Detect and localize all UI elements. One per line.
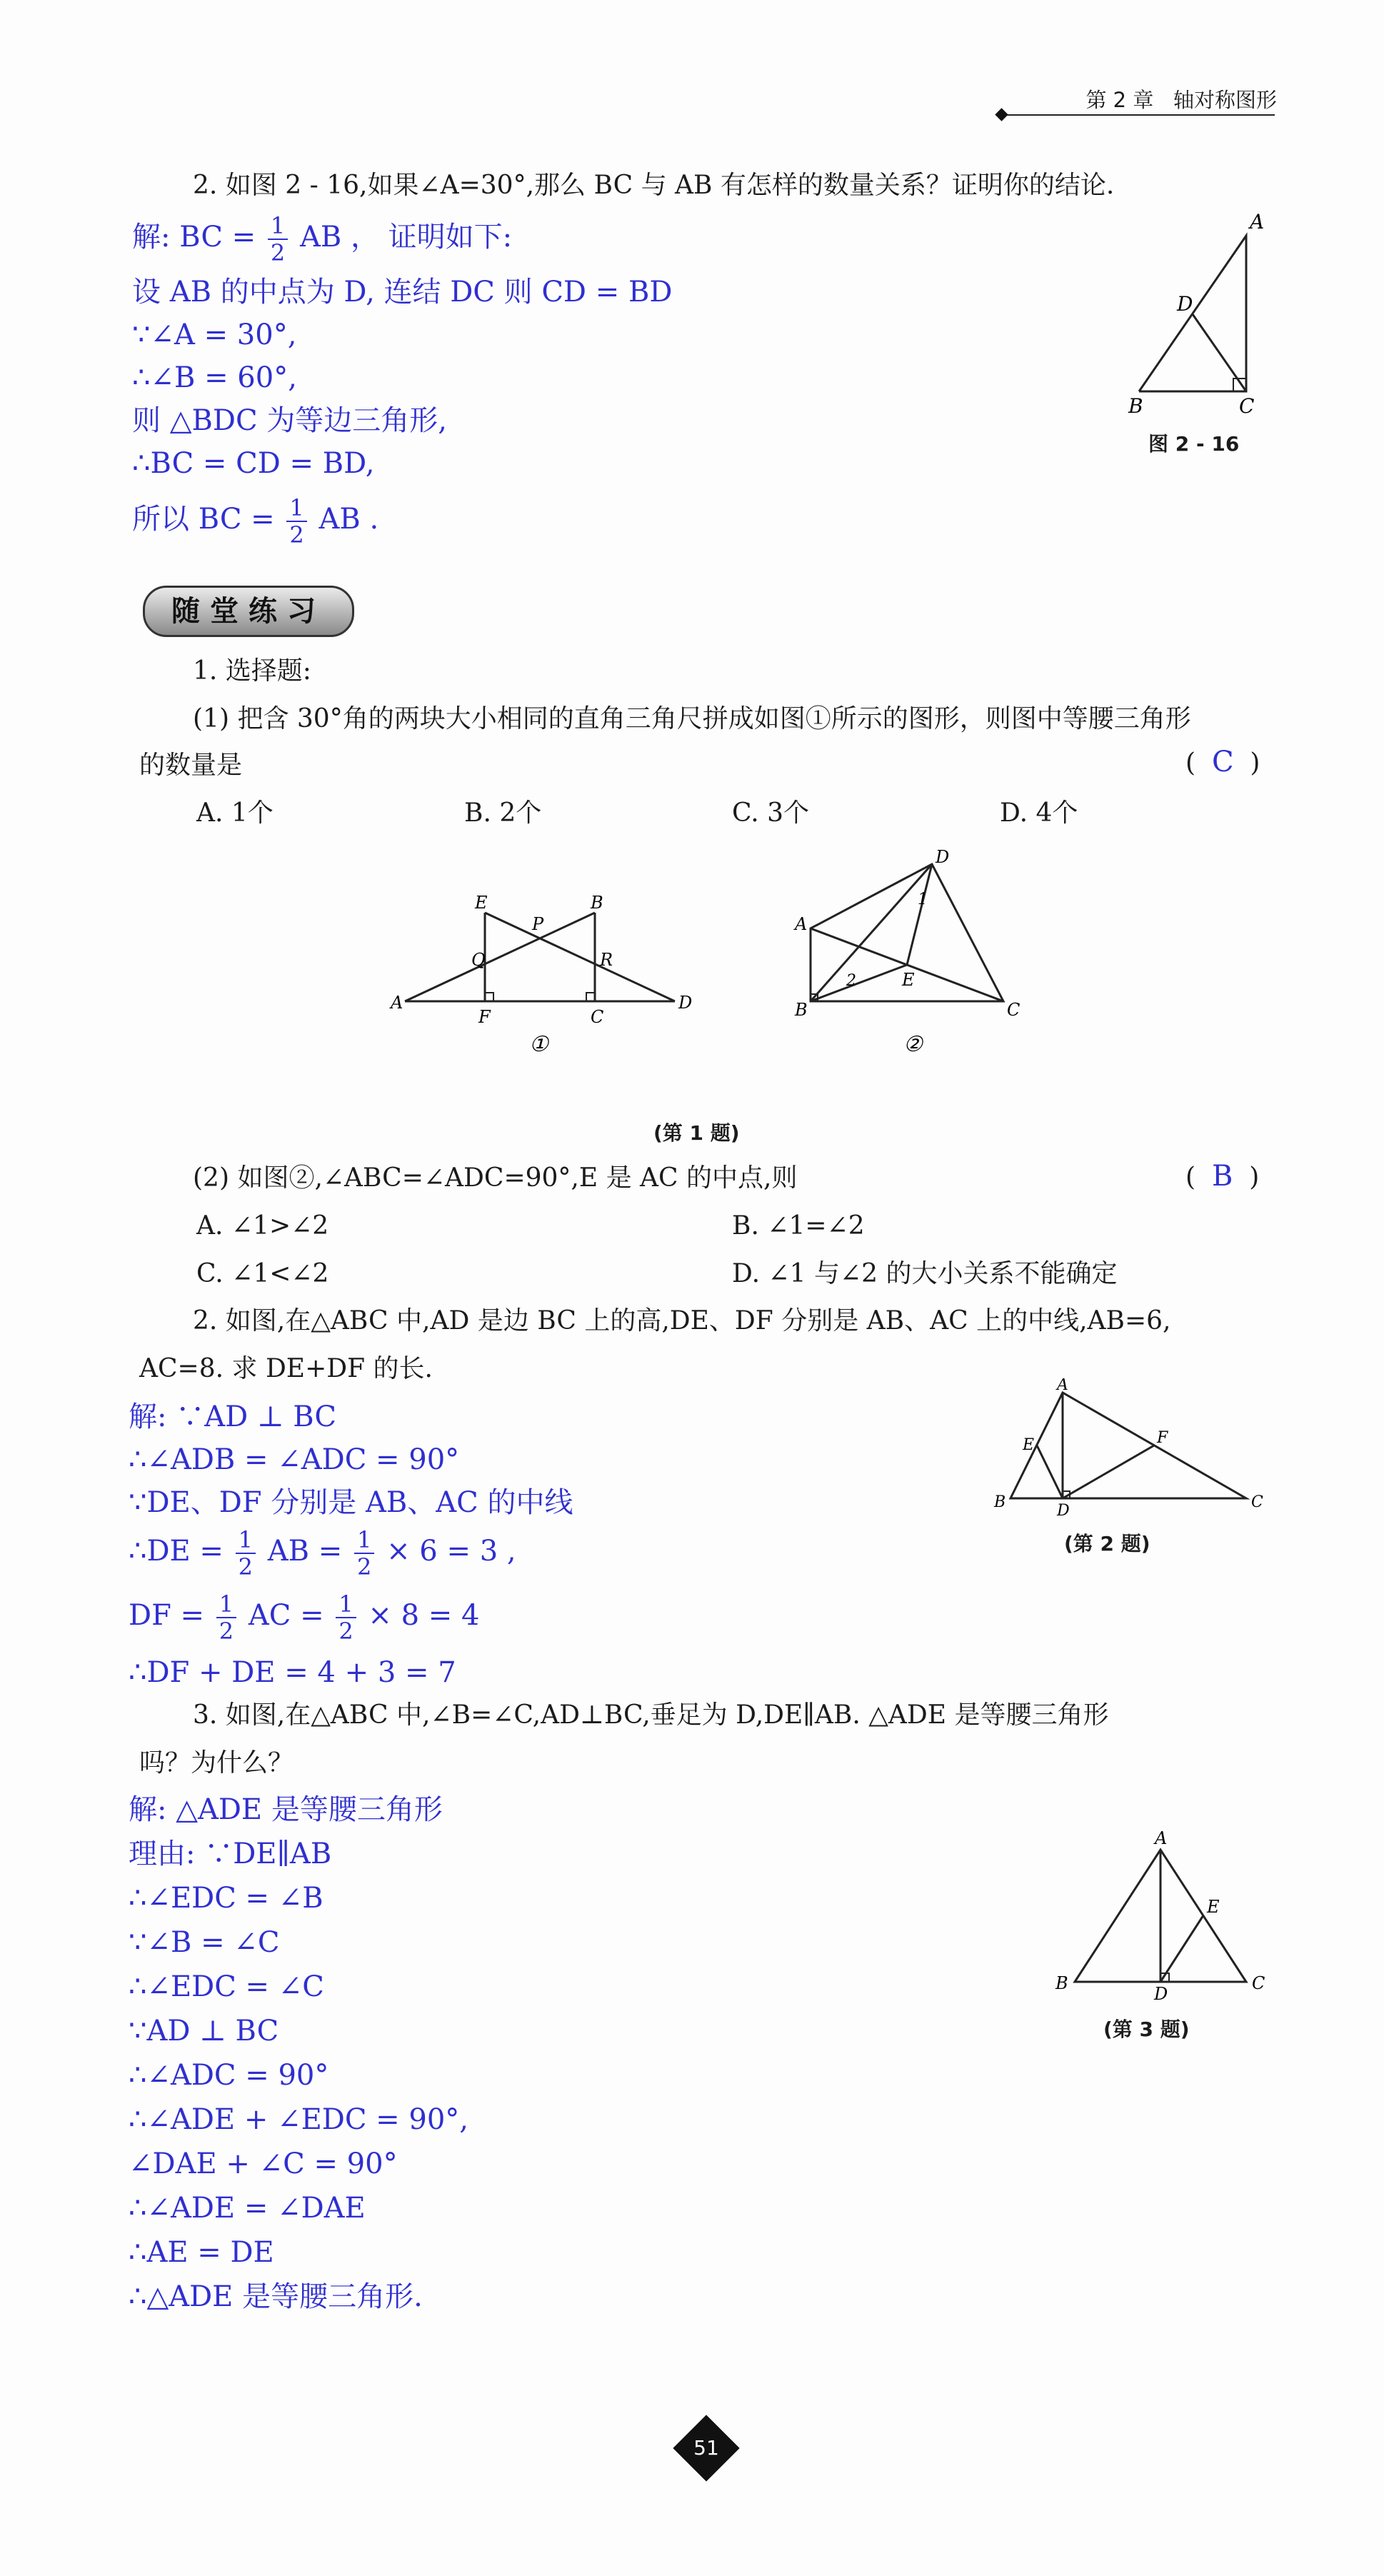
- fraction-one-half: [216, 1590, 236, 1645]
- denominator: 2: [289, 521, 304, 548]
- ex2-answer-de: [129, 1528, 516, 1578]
- figure-ex2-caption: (第 2 题): [1064, 1532, 1150, 1555]
- option-a: A. 1个: [196, 798, 274, 828]
- p2-option-b: B. ∠1=∠2: [732, 1211, 865, 1241]
- numerator: 1: [236, 1528, 256, 1554]
- ex1-title: 1. 选择题:: [193, 656, 311, 686]
- answer-text: 解: BC =: [132, 221, 256, 254]
- label-b: B: [994, 1493, 1006, 1511]
- answer-text: AB ， 证明如下:: [299, 221, 513, 254]
- label-a: A: [1057, 1378, 1068, 1394]
- numerator: 1: [354, 1528, 374, 1554]
- answer-text: × 8 = 4: [368, 1599, 480, 1632]
- ex2-question-line2: AC=8. 求 DE+DF 的长.: [139, 1354, 433, 1383]
- answer-text: × 6 = 3 ,: [386, 1535, 516, 1568]
- label-e: E: [1207, 1897, 1220, 1917]
- ex2-question-line1: 2. 如图,在△ABC 中,AD 是边 BC 上的高,DE、DF 分别是 AB、AC 上的中线,AB=6,: [193, 1306, 1171, 1335]
- label-f: F: [478, 1007, 491, 1027]
- label-a: A: [1155, 1828, 1168, 1848]
- q2-16-answer-last: [132, 496, 378, 546]
- fraction-one-half: [236, 1528, 256, 1578]
- ex2-answer-line: ∴DF + DE = 4 + 3 = 7: [129, 1656, 456, 1689]
- label-a: A: [795, 914, 808, 934]
- label-b: B: [591, 893, 603, 913]
- ex1-p1-line1: (1) 把含 30°角的两块大小相同的直角三角尺拼成如图①所示的图形，则图中等腰三角形: [193, 704, 1191, 733]
- label-a: A: [391, 993, 403, 1013]
- header-diamond-icon: [995, 108, 1008, 121]
- label-e: E: [902, 970, 915, 990]
- label-d: D: [678, 993, 693, 1013]
- ex2-answer-line: ∵DE、DF 分别是 AB、AC 的中线: [129, 1486, 573, 1519]
- page-header: [1085, 84, 1277, 114]
- header-rule: [1003, 114, 1275, 116]
- q2-16-question: 2. 如图 2 - 16,如果∠A=30°,那么 BC 与 AB 有怎样的数量关系？证明你的结论.: [193, 171, 1115, 200]
- triangle-abc: [1011, 1393, 1246, 1498]
- angle-2-label: 2: [846, 972, 856, 990]
- section-banner-text: 随堂练习: [171, 595, 326, 628]
- option-c: C. 3个: [732, 798, 810, 828]
- ex1-p1-line2: 的数量是: [139, 751, 243, 780]
- denominator: 2: [270, 239, 286, 266]
- label-a: A: [1250, 210, 1264, 234]
- ex1-p2-line: (2) 如图②,∠ABC=∠ADC=90°,E 是 AC 的中点,则: [193, 1163, 798, 1193]
- ex3-answer-line: ∴∠ADE = ∠DAE: [129, 2192, 366, 2225]
- answer-text: AB =: [267, 1535, 343, 1568]
- chapter-label: 第 2 章: [1085, 88, 1154, 112]
- figure-2-16-caption: 图 2 - 16: [1148, 432, 1240, 456]
- label-c: C: [1239, 394, 1255, 418]
- segment-dc: [1193, 314, 1246, 391]
- label-d: D: [1057, 1502, 1070, 1520]
- q2-16-line: ∴BC = CD = BD,: [132, 447, 375, 480]
- ex3-answer-line: 理由: ∵DE∥AB: [129, 1838, 332, 1870]
- label-e: E: [475, 893, 488, 913]
- label-d: D: [1177, 292, 1193, 316]
- segment-be: [811, 965, 907, 1001]
- denominator: 2: [339, 1618, 353, 1645]
- q2-16-line: 设 AB 的中点为 D, 连结 DC 则 CD = BD: [132, 276, 673, 309]
- label-d: D: [936, 850, 950, 867]
- fraction-one-half: [354, 1528, 374, 1578]
- right-angle-mark: [586, 993, 595, 1001]
- answer-text: DF =: [129, 1599, 205, 1632]
- ex3-answer-line: ∵∠B = ∠C: [129, 1926, 280, 1959]
- ex1-p1-answer-bracket: ( C ): [1185, 746, 1260, 778]
- option-d: D. 4个: [1000, 798, 1078, 828]
- denominator: 2: [238, 1553, 254, 1580]
- label-b: B: [795, 1000, 808, 1020]
- label-r: R: [600, 950, 613, 970]
- page-number: 51: [693, 2436, 719, 2460]
- answer-text: 所以 BC =: [132, 503, 275, 536]
- q2-16-line: 则 △BDC 为等边三角形,: [132, 404, 447, 437]
- option-b: B. 2个: [464, 798, 542, 828]
- ex3-answer-line: ∴△ADE 是等腰三角形.: [129, 2280, 423, 2313]
- fraction-one-half: [336, 1590, 356, 1645]
- ex2-answer-line: ∴∠ADB = ∠ADC = 90°: [129, 1443, 460, 1476]
- figure-number: ②: [903, 1032, 923, 1057]
- label-c: C: [1252, 1973, 1265, 1993]
- figure-number: ①: [529, 1032, 548, 1057]
- figure-ex3-caption: (第 3 题): [1103, 2018, 1190, 2041]
- numerator: 1: [268, 214, 288, 240]
- median-df: [1063, 1445, 1154, 1498]
- chapter-title: 轴对称图形: [1173, 88, 1277, 112]
- fraction-one-half: [268, 214, 288, 264]
- label-c: C: [1251, 1493, 1263, 1511]
- figure-2: [789, 850, 1025, 1057]
- label-b: B: [1128, 394, 1143, 418]
- ex1-p2-answer-bracket: ( B ): [1185, 1160, 1260, 1193]
- fraction-one-half: [286, 496, 306, 546]
- ex3-answer-line: ∠DAE + ∠C = 90°: [129, 2147, 398, 2180]
- ex2-answer-line: 解: ∵AD ⊥ BC: [129, 1400, 336, 1433]
- q2-16-line: ∵∠A = 30°,: [132, 319, 297, 351]
- label-p: P: [532, 914, 544, 934]
- median-de: [1037, 1445, 1063, 1498]
- label-c: C: [591, 1007, 604, 1027]
- segment-de: [1160, 1915, 1203, 1982]
- ex3-question-line1: 3. 如图,在△ABC 中,∠B=∠C,AD⊥BC,垂足为 D,DE∥AB. △ADE 是等腰三角形: [193, 1700, 1109, 1730]
- ex3-answer-line: ∴∠EDC = ∠B: [129, 1882, 324, 1915]
- ex2-answer-df: [129, 1590, 480, 1645]
- ex1-p1-answer: C: [1211, 746, 1234, 778]
- segment-ab: [405, 913, 595, 1001]
- ex3-answer-line: ∴AE = DE: [129, 2236, 274, 2269]
- ex3-answer-line: 解: △ADE 是等腰三角形: [129, 1793, 443, 1826]
- numerator: 1: [286, 496, 306, 522]
- label-d: D: [1154, 1984, 1168, 2004]
- label-e: E: [1023, 1436, 1035, 1454]
- figure-1-caption: (第 1 题): [653, 1121, 740, 1145]
- answer-text: AB .: [319, 503, 379, 536]
- denominator: 2: [356, 1553, 372, 1580]
- answer-text: ∴DE =: [129, 1535, 224, 1568]
- angle-1-label: 1: [918, 891, 928, 908]
- label-f: F: [1157, 1429, 1168, 1447]
- figure-1: [389, 886, 696, 1057]
- numerator: 1: [216, 1593, 236, 1618]
- figure-2-16: [1121, 200, 1264, 421]
- section-banner: [143, 586, 354, 637]
- denominator: 2: [219, 1618, 234, 1645]
- right-angle-mark: [485, 993, 493, 1001]
- ex3-answer-line: ∵AD ⊥ BC: [129, 2015, 279, 2048]
- p2-option-d: D. ∠1 与∠2 的大小关系不能确定: [732, 1259, 1118, 1288]
- figure-ex3: [1050, 1828, 1278, 2007]
- p2-option-a: A. ∠1>∠2: [196, 1211, 329, 1241]
- label-q: Q: [471, 950, 486, 970]
- label-b: B: [1055, 1973, 1068, 1993]
- ex1-p2-answer: B: [1211, 1160, 1233, 1193]
- q2-16-line: ∴∠B = 60°,: [132, 361, 297, 394]
- ex3-answer-line: ∴∠ADE + ∠EDC = 90°,: [129, 2103, 469, 2136]
- figure-ex2: [986, 1378, 1271, 1521]
- numerator: 1: [336, 1593, 356, 1618]
- segment-ed: [485, 913, 675, 1001]
- ex3-answer-line: ∴∠ADC = 90°: [129, 2059, 329, 2092]
- ex3-answer-line: ∴∠EDC = ∠C: [129, 1970, 324, 2003]
- label-c: C: [1007, 1000, 1021, 1020]
- p2-option-c: C. ∠1<∠2: [196, 1259, 329, 1288]
- q2-16-answer-line1: [132, 214, 512, 264]
- ex3-question-line2: 吗？为什么？: [139, 1748, 294, 1778]
- answer-text: AC =: [248, 1599, 324, 1632]
